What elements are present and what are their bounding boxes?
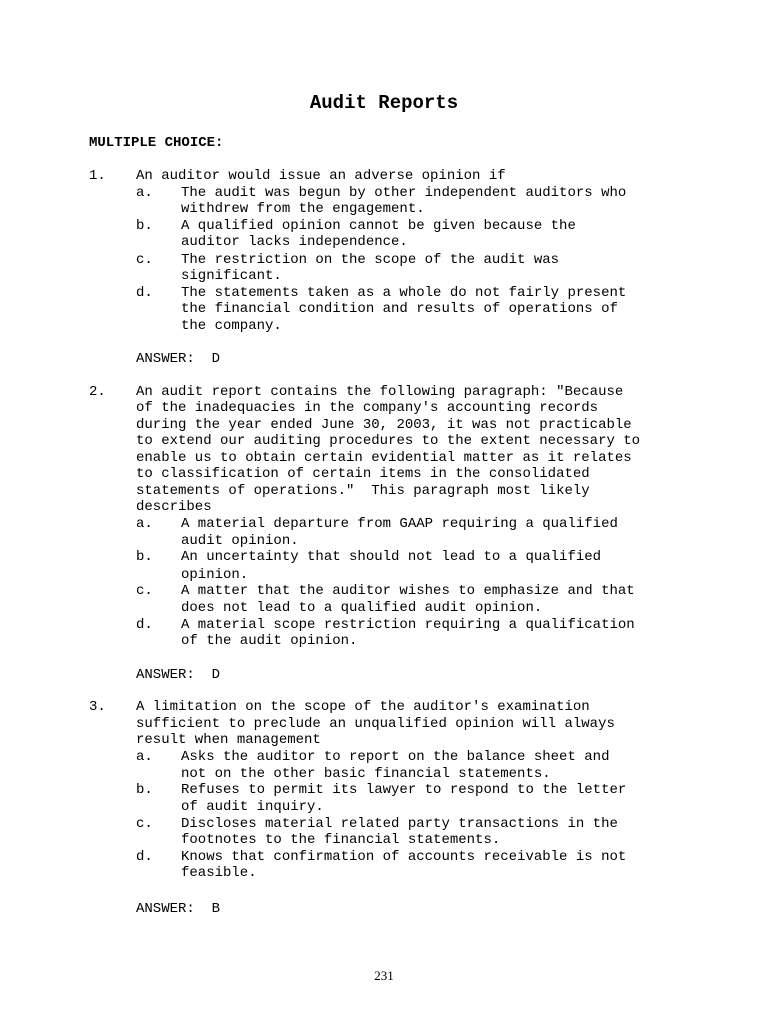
option-text-line: Discloses material related party transactions in the <box>181 816 618 832</box>
option-letter: b. <box>136 782 153 798</box>
option-letter: a. <box>136 516 153 532</box>
option-letter: d. <box>136 849 153 865</box>
option-letter: a. <box>136 185 153 201</box>
option-text-line: does not lead to a qualified audit opinion. <box>181 600 543 616</box>
option-text-line: A material departure from GAAP requiring a qualified <box>181 516 618 532</box>
option-text-line: A matter that the auditor wishes to emphasize and that <box>181 583 635 599</box>
question-stem-line: result when management <box>136 732 321 748</box>
question-stem-line: sufficient to preclude an unqualified opinion will always <box>136 716 615 732</box>
option-text-line: A material scope restriction requiring a qualification <box>181 617 635 633</box>
question-stem-line: describes <box>136 499 212 515</box>
question-stem-line: An auditor would issue an adverse opinion if <box>136 168 506 184</box>
option-text-line: not on the other basic financial statements. <box>181 766 551 782</box>
option-text-line: The statements taken as a whole do not fairly present <box>181 285 627 301</box>
answer-line: ANSWER: D <box>136 667 221 683</box>
question-stem-line: An audit report contains the following paragraph: "Because <box>136 384 624 400</box>
question-stem-line: enable us to obtain certain evidential matter as it relates <box>136 450 632 466</box>
option-text-line: The audit was begun by other independent auditors who <box>181 185 627 201</box>
option-text-line: opinion. <box>181 567 249 583</box>
option-text-line: the company. <box>181 318 282 334</box>
question-stem-line: of the inadequacies in the company's accounting records <box>136 400 599 416</box>
option-letter: b. <box>136 218 153 234</box>
option-text-line: Asks the auditor to report on the balance sheet and <box>181 749 610 765</box>
section-heading: MULTIPLE CHOICE: <box>89 135 224 151</box>
question-stem-line: during the year ended June 30, 2003, it was not practicable <box>136 417 632 433</box>
option-text-line: audit opinion. <box>181 533 299 549</box>
option-letter: d. <box>136 617 153 633</box>
option-letter: c. <box>136 816 153 832</box>
option-text-line: A qualified opinion cannot be given because the <box>181 218 576 234</box>
option-letter: c. <box>136 583 153 599</box>
option-text-line: Refuses to permit its lawyer to respond to the letter <box>181 782 627 798</box>
question-stem-line: statements of operations." This paragraph most likely <box>136 483 590 499</box>
question-stem-line: to classification of certain items in the consolidated <box>136 466 590 482</box>
question-number: 1. <box>89 168 106 184</box>
option-text-line: Knows that confirmation of accounts receivable is not <box>181 849 627 865</box>
question-stem-line: to extend our auditing procedures to the extent necessary to <box>136 433 641 449</box>
question-stem-line: A limitation on the scope of the auditor's examination <box>136 699 590 715</box>
option-letter: a. <box>136 749 153 765</box>
question-number: 3. <box>89 699 106 715</box>
option-text-line: significant. <box>181 268 282 284</box>
page-title: Audit Reports <box>309 92 459 114</box>
option-text-line: of the audit opinion. <box>181 633 358 649</box>
option-text-line: the financial condition and results of operations of <box>181 301 618 317</box>
option-text-line: An uncertainty that should not lead to a qualified <box>181 549 602 565</box>
option-text-line: footnotes to the financial statements. <box>181 832 501 848</box>
option-text-line: of audit inquiry. <box>181 799 324 815</box>
question-number: 2. <box>89 384 106 400</box>
option-letter: d. <box>136 285 153 301</box>
option-letter: c. <box>136 252 153 268</box>
answer-line: ANSWER: B <box>136 901 221 917</box>
answer-line: ANSWER: D <box>136 351 221 367</box>
option-text-line: feasible. <box>181 865 257 881</box>
option-text-line: withdrew from the engagement. <box>181 201 425 217</box>
option-text-line: The restriction on the scope of the audit was <box>181 252 560 268</box>
option-text-line: auditor lacks independence. <box>181 234 408 250</box>
page-number: 231 <box>374 968 394 983</box>
option-letter: b. <box>136 549 153 565</box>
